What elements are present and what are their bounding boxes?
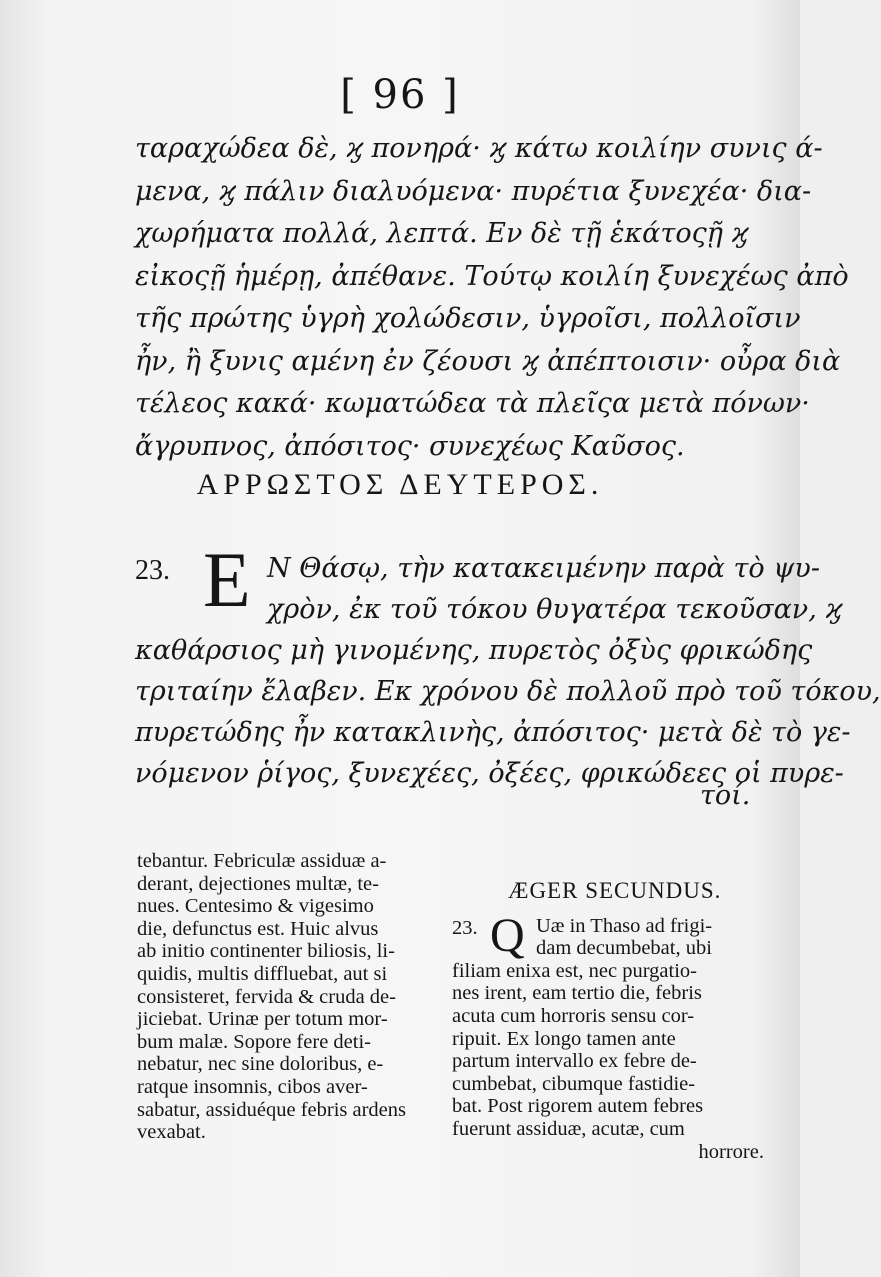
text-line: χρὸν, ἐκ τοῦ τόκου θυγατέρα τεκοῦσαν, ϗ xyxy=(267,594,843,625)
text-line: εἰκοςῇ ἡμέρῃ, ἀπέθανε. Τούτῳ κοιλίη ξυνεχέως ἀπὸ xyxy=(135,260,849,292)
text-line: bum malæ. Sopore fere deti- xyxy=(137,1030,371,1053)
text-line: fuerunt assiduæ, acutæ, cum xyxy=(452,1117,685,1140)
text-line: partum intervallo ex febre de- xyxy=(452,1050,697,1073)
text-line: ταραχώδεα δὲ, ϗ πονηρά· ϗ κάτω κοιλίην συνις ά- xyxy=(135,133,823,164)
text-line: cumbebat, cibumque fastidie- xyxy=(452,1072,696,1095)
text-line: nes irent, eam tertio die, febris xyxy=(452,982,702,1005)
latin-left-column xyxy=(137,850,409,1144)
text-line: vexabat. xyxy=(137,1121,206,1144)
greek-catchword: τοί. xyxy=(700,780,751,811)
text-line: καθάρσιος μὴ γινομένης, πυρετὸς ὀξὺς φρικώδης xyxy=(135,635,813,666)
text-line: χωρήματα πολλά, λεπτά. Εν δὲ τῇ ἑκάτοςῇ ϗ xyxy=(135,218,749,249)
text-line: dam decumbebat, ubi xyxy=(536,937,712,960)
text-line: quidis, multis diffluebat, aut si xyxy=(137,962,388,985)
text-line: acuta cum horroris sensu cor- xyxy=(452,1004,695,1027)
text-line: bat. Post rigorem autem febres xyxy=(452,1095,704,1118)
text-line: ratque insomnis, cibos aver- xyxy=(137,1075,368,1098)
text-line: Uæ in Thaso ad frigi- xyxy=(536,914,713,937)
text-line: tebantur. Febriculæ assiduæ a- xyxy=(137,850,387,872)
text-line: ἄγρυπνος, ἀπόσιτος· συνεχέως Καῦσος. xyxy=(135,430,685,462)
text-line: τῆς πρώτης ὑγρὴ χολώδεσιν, ὑγροῖσι, πολλοῖσιν xyxy=(135,303,801,334)
text-line: jiciebat. Urinæ per totum mor- xyxy=(137,1008,388,1031)
text-line: νόμενον ῥίγος, ξυνεχέες, ὀξέες, φρικώδεες οἱ πυρε- xyxy=(135,758,844,789)
text-line: ripuit. Ex longo tamen ante xyxy=(452,1027,676,1050)
latin-right-column xyxy=(452,880,772,1163)
text-line: nebatur, nec sine doloribus, e- xyxy=(137,1053,384,1076)
text-line: sabatur, assiduéque febris ardens xyxy=(137,1098,407,1121)
greek-case-text xyxy=(135,536,881,794)
text-line: μενα, ϗ πάλιν διαλυόμενα· πυρέτια ξυνεχέα· δια- xyxy=(135,175,812,207)
text-line: die, defunctus est. Huic alvus xyxy=(137,917,379,940)
greek-section-heading: ΑΡΡΩΣΤΟΣ ΔΕΥΤΕΡΟΣ. xyxy=(196,468,604,501)
text-line: τριταίην ἔλαβεν. Εκ χρόνου δὲ πολλοῦ πρὸ τοῦ τόκου, xyxy=(135,676,881,707)
latin-case-number: 23. xyxy=(452,917,478,939)
drop-cap: E xyxy=(203,536,251,623)
text-line: ἦν, ἢ ξυνις αμένη ἐν ζέουσι ϗ ἀπέπτοισιν· οὖρα διὰ xyxy=(135,345,841,377)
text-line: ab initio continenter biliosis, li- xyxy=(137,940,395,963)
page-number: [ 96 ] xyxy=(340,72,460,118)
latin-catchword: horrore. xyxy=(698,1140,764,1163)
text-line: consisteret, fervida & cruda de- xyxy=(137,985,396,1008)
greek-continuation-text xyxy=(135,128,849,468)
text-line: τέλεος κακά· κωματώδεα τὰ πλεῖςα μετὰ πόνων· xyxy=(135,388,810,419)
text-line: derant, dejectiones multæ, te- xyxy=(137,872,379,895)
case-number: 23. xyxy=(135,555,170,586)
text-line: πυρετώδης ἦν κατακλινὴς, ἀπόσιτος· μετὰ δὲ τὸ γε- xyxy=(135,717,851,748)
text-line: nues. Centesimo & vigesimo xyxy=(137,895,374,918)
text-line: filiam enixa est, nec purgatio- xyxy=(452,959,697,982)
latin-section-heading: ÆGER SECUNDUS. xyxy=(508,878,722,903)
latin-drop-cap: Q xyxy=(490,909,525,962)
text-line: Ν Θάσῳ, τὴν κατακειμένην παρὰ τὸ ψυ- xyxy=(267,553,820,584)
